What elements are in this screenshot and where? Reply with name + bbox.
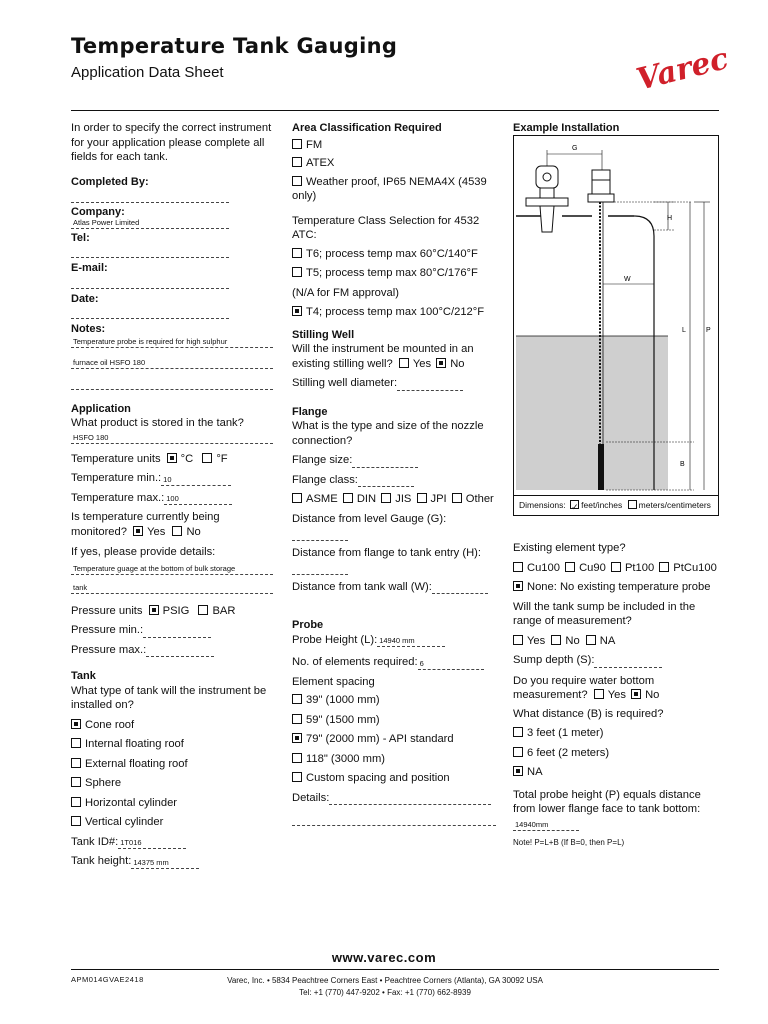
b-label: B — [680, 461, 685, 468]
bar-label: BAR — [212, 604, 236, 617]
temp-min-field[interactable]: 10 — [161, 475, 231, 486]
spacing-label: 39" (1000 mm) — [306, 694, 380, 706]
weatherproof-checkbox[interactable] — [292, 176, 302, 186]
installation-diagram-svg — [514, 136, 718, 515]
tank-type-label: Sphere — [85, 777, 122, 789]
product-question: What product is stored in the tank? — [71, 417, 244, 429]
notes-label: Notes: — [71, 323, 106, 335]
spacing-item[interactable] — [292, 713, 500, 733]
details-line-2[interactable] — [292, 815, 496, 826]
spacing-label: Custom spacing and position — [306, 772, 450, 784]
t6-label: T6; process temp max 60°C/140°F — [306, 247, 478, 260]
jis-checkbox[interactable] — [381, 493, 391, 503]
t4-label: T4; process temp max 100°C/212°F — [306, 306, 485, 318]
flange-size-label: Flange size: — [292, 454, 353, 466]
celsius-checkbox[interactable] — [167, 453, 177, 463]
tank-type-item[interactable] — [71, 776, 281, 796]
date-field[interactable] — [71, 308, 229, 319]
water-question: Do you require water bottom measurement? — [513, 674, 655, 701]
stilling-dia-label: Stilling well diameter: — [292, 377, 398, 389]
sump-yes-label: Yes — [527, 634, 546, 647]
column-right-lower — [513, 541, 723, 851]
dimensions-label: Dimensions: — [519, 500, 566, 510]
fahrenheit-checkbox[interactable] — [202, 453, 212, 463]
details-line-2[interactable]: tank — [71, 583, 273, 594]
dist-w-label: Distance from tank wall (W): — [292, 580, 432, 593]
dist-g-label: Distance from level Gauge (G): — [292, 512, 447, 525]
water-yes-checkbox[interactable] — [594, 689, 604, 699]
elements-label: No. of elements required: — [292, 656, 418, 668]
stilling-yes-label: Yes — [412, 357, 432, 370]
page-title: Temperature Tank Gauging — [71, 34, 398, 58]
liquid-fill — [516, 336, 652, 490]
psig-label: PSIG — [162, 604, 190, 617]
t6-checkbox[interactable] — [292, 248, 302, 258]
psig-checkbox[interactable] — [149, 605, 159, 615]
tank-type-list — [71, 718, 281, 835]
fm-label: FM — [306, 138, 323, 151]
stilling-question: Will the instrument be mounted in an existing stilling well? — [292, 343, 474, 370]
temp-units-label: Temperature units — [71, 452, 161, 465]
b-option[interactable] — [513, 726, 723, 746]
pressure-max-label: Pressure max.: — [71, 643, 147, 656]
footer-divider — [71, 969, 719, 970]
spacing-item[interactable] — [292, 693, 500, 713]
b-option[interactable] — [513, 746, 723, 766]
tank-type-checkbox[interactable] — [71, 777, 81, 787]
tank-type-label: Cone roof — [85, 718, 135, 731]
meters-checkbox[interactable] — [628, 500, 637, 509]
asme-checkbox[interactable] — [292, 493, 302, 503]
tank-type-label: Vertical cylinder — [85, 816, 164, 828]
cu90-checkbox[interactable] — [565, 562, 575, 572]
intro-text: In order to specify the correct instrument for your application please complete all fields for each tank. — [71, 122, 272, 163]
pressure-min-field[interactable] — [143, 637, 211, 638]
celsius-label: °C — [180, 452, 194, 465]
monitored-no-label: No — [186, 525, 201, 538]
footer-phone: Tel: +1 (770) 447-9202 • Fax: +1 (770) 662-8939 — [299, 988, 471, 997]
tank-type-label: External floating roof — [85, 757, 188, 770]
water-yes-label: Yes — [607, 689, 626, 701]
asme-label: ASME — [306, 493, 338, 505]
existing-question: Existing element type? — [513, 542, 626, 554]
temp-min-label: Temperature min.: — [71, 472, 162, 484]
tank-type-checkbox[interactable] — [71, 797, 81, 807]
other-checkbox[interactable] — [452, 493, 462, 503]
weatherproof-label: Weather proof, IP65 NEMA4X (4539 only) — [292, 175, 487, 202]
tank-type-label: Internal floating roof — [85, 738, 184, 750]
spacing-checkbox[interactable] — [292, 714, 302, 724]
b-option-label: 3 feet (1 meter) — [527, 727, 604, 739]
total-height-field[interactable]: 14940mm — [513, 820, 579, 831]
flange-size-field[interactable] — [352, 467, 418, 468]
spacing-checkbox[interactable] — [292, 753, 302, 763]
flange-class-label: Flange class: — [292, 473, 358, 486]
spacing-checkbox[interactable] — [292, 733, 302, 743]
tank-type-item[interactable] — [71, 718, 281, 738]
b-option-checkbox[interactable] — [513, 766, 523, 776]
spacing-item[interactable] — [292, 752, 500, 772]
water-no-label: No — [645, 689, 660, 701]
email-field[interactable] — [71, 278, 229, 289]
fahrenheit-label: °F — [216, 452, 228, 465]
distance-question: What distance (B) is required? — [513, 707, 664, 720]
sump-depth-label: Sump depth (S): — [513, 654, 595, 666]
spacing-label: 79" (2000 mm) - API standard — [306, 733, 454, 745]
sump-na-label: NA — [599, 634, 616, 647]
spacing-list — [292, 693, 500, 791]
column-left — [71, 121, 281, 869]
details-line-1[interactable]: Temperature guage at the bottom of bulk storage — [71, 564, 273, 575]
column-right — [513, 121, 723, 136]
tank-id-field[interactable]: 1T016 — [118, 838, 186, 849]
tank-type-checkbox[interactable] — [71, 719, 81, 729]
product-field[interactable]: HSFO 180 — [71, 433, 273, 444]
element-type-row — [513, 561, 723, 576]
details-field[interactable] — [329, 804, 491, 805]
monitored-question: Is temperature currently being monitored? — [71, 511, 220, 538]
flange-class-field[interactable] — [358, 486, 414, 487]
spacing-item[interactable] — [292, 771, 500, 791]
column-middle — [292, 121, 500, 826]
header-divider — [71, 110, 719, 111]
sump-question: Will the tank sump be included in the range of measurement? — [513, 600, 696, 627]
monitored-no-checkbox[interactable] — [172, 526, 182, 536]
sump-no-checkbox[interactable] — [551, 635, 561, 645]
atex-label: ATEX — [306, 157, 335, 169]
notes-line-3[interactable] — [71, 379, 273, 390]
temp-units-row — [71, 452, 281, 467]
dist-g-field[interactable] — [292, 540, 348, 541]
monitored-yes-checkbox[interactable] — [133, 526, 143, 536]
elements-field[interactable]: 6 — [418, 659, 484, 670]
dist-w-field[interactable] — [432, 593, 488, 594]
sump-no-label: No — [565, 634, 580, 647]
flange-question: What is the type and size of the nozzle connection? — [292, 420, 484, 447]
stilling-yes-checkbox[interactable] — [399, 358, 409, 368]
ptcu100-checkbox[interactable] — [659, 562, 669, 572]
stilling-dia-field[interactable] — [397, 390, 463, 391]
none-checkbox[interactable] — [513, 581, 523, 591]
tel-label: Tel: — [71, 231, 90, 244]
tank-type-checkbox[interactable] — [71, 758, 81, 768]
pt100-label: Pt100 — [624, 561, 655, 574]
application-heading: Application — [71, 402, 131, 415]
sump-yes-checkbox[interactable] — [513, 635, 523, 645]
din-label: DIN — [356, 493, 377, 505]
feet-label: feet/inches — [581, 500, 623, 510]
cu100-checkbox[interactable] — [513, 562, 523, 572]
flange-heading: Flange — [292, 405, 328, 418]
tank-id-label: Tank ID#: — [71, 835, 119, 848]
completed-by-label: Completed By: — [71, 175, 149, 188]
tank-type-item[interactable] — [71, 737, 281, 757]
ptcu100-label: PtCu100 — [673, 561, 717, 574]
sump-depth-field[interactable] — [594, 667, 662, 668]
pressure-max-field[interactable] — [146, 656, 214, 657]
t5-checkbox[interactable] — [292, 267, 302, 277]
spacing-item[interactable] — [292, 732, 500, 752]
temp-max-field[interactable]: 100 — [164, 494, 232, 505]
water-no-checkbox[interactable] — [631, 689, 641, 699]
fm-checkbox[interactable] — [292, 139, 302, 149]
total-height-label: Total probe height (P) equals distance from lower flange face to tank bottom: — [513, 788, 701, 815]
page-subtitle: Application Data Sheet — [71, 64, 224, 81]
b-option-label: 6 feet (2 meters) — [527, 746, 610, 759]
b-option-checkbox[interactable] — [513, 747, 523, 757]
installation-diagram — [513, 135, 719, 516]
dist-h-field[interactable] — [292, 574, 348, 575]
website-url[interactable]: www.varec.com — [331, 950, 437, 965]
atex-checkbox[interactable] — [292, 157, 302, 167]
spacing-label: Element spacing — [292, 675, 375, 688]
tank-type-checkbox[interactable] — [71, 816, 81, 826]
temp-class-label: Temperature Class Selection for 4532 ATC: — [292, 214, 480, 241]
details-label: Details: — [292, 791, 330, 804]
cu90-label: Cu90 — [579, 561, 606, 574]
g-label: G — [572, 145, 578, 152]
w-label: W — [624, 276, 631, 283]
h-label: H — [667, 215, 673, 222]
l-label: L — [682, 327, 686, 334]
tank-height-label: Tank height: — [71, 855, 132, 867]
spacing-checkbox[interactable] — [292, 694, 302, 704]
tank-type-label: Horizontal cylinder — [85, 796, 178, 809]
pressure-min-label: Pressure min.: — [71, 624, 144, 636]
tank-type-item[interactable] — [71, 815, 281, 835]
b-option-checkbox[interactable] — [513, 727, 523, 737]
pt100-checkbox[interactable] — [611, 562, 621, 572]
jis-label: JIS — [395, 493, 412, 505]
tank-question: What type of tank will the instrument be installed on? — [71, 684, 267, 711]
company-label: Company: — [71, 206, 125, 218]
probe-height-field[interactable]: 14940 mm — [377, 636, 445, 647]
other-label: Other — [465, 493, 494, 505]
t5-label: T5; process temp max 80°C/176°F — [306, 267, 478, 279]
flange-type-row — [292, 492, 500, 507]
cu100-label: Cu100 — [527, 561, 560, 574]
stilling-no-label: No — [450, 357, 465, 370]
formula-note: Note! P=L+B (If B=0, then P=L) — [513, 838, 625, 847]
details-question: If yes, please provide details: — [71, 546, 216, 558]
notes-line-2[interactable]: furnace oil HSFO 180 — [71, 358, 273, 369]
email-label: E-mail: — [71, 262, 108, 274]
tank-type-item[interactable] — [71, 757, 281, 777]
company-field[interactable]: Atlas Power Limited — [71, 218, 229, 229]
jpi-label: JPI — [430, 493, 447, 505]
footer-address: Varec, Inc. • 5834 Peachtree Corners East • Peachtree Corners (Atlanta), GA 30092 USA — [227, 976, 543, 985]
completed-by-field[interactable] — [71, 192, 229, 203]
monitored-yes-label: Yes — [147, 525, 166, 538]
spacing-label: 59" (1500 mm) — [306, 713, 380, 726]
feet-checkbox[interactable] — [570, 500, 579, 509]
tank-type-checkbox[interactable] — [71, 738, 81, 748]
sump-na-checkbox[interactable] — [586, 635, 596, 645]
din-checkbox[interactable] — [343, 493, 353, 503]
b-option[interactable] — [513, 765, 723, 785]
tank-type-item[interactable] — [71, 796, 281, 816]
document-code: APM014GVAE2418 — [71, 975, 144, 984]
probe-height-label: Probe Height (L): — [292, 633, 378, 646]
none-label: None: No existing temperature probe — [527, 581, 711, 593]
stilling-heading: Stilling Well — [292, 328, 355, 341]
tel-field[interactable] — [71, 247, 229, 258]
example-heading: Example Installation — [513, 122, 620, 134]
b-option-label: NA — [527, 766, 543, 778]
dimensions-legend — [514, 495, 718, 515]
probe-heading: Probe — [292, 619, 324, 631]
bar-checkbox[interactable] — [198, 605, 208, 615]
pressure-units-label: Pressure units — [71, 604, 143, 617]
tank-heading: Tank — [71, 670, 96, 682]
meters-label: meters/centimeters — [638, 500, 711, 510]
b-distance-list — [513, 726, 723, 785]
p-label: P — [706, 327, 711, 334]
date-label: Date: — [71, 292, 99, 305]
spacing-checkbox[interactable] — [292, 772, 302, 782]
na-fm-note: (N/A for FM approval) — [292, 286, 399, 299]
t4-checkbox[interactable] — [292, 306, 302, 316]
dist-h-label: Distance from flange to tank entry (H): — [292, 546, 482, 559]
notes-line-1[interactable]: Temperature probe is required for high sulphur — [71, 337, 273, 348]
area-heading: Area Classification Required — [292, 122, 442, 134]
temp-max-label: Temperature max.: — [71, 491, 165, 504]
varec-logo: Varec — [633, 41, 732, 98]
spacing-label: 118" (3000 mm) — [306, 752, 385, 765]
stilling-no-checkbox[interactable] — [436, 358, 446, 368]
jpi-checkbox[interactable] — [417, 493, 427, 503]
tank-height-field[interactable]: 14375 mm — [131, 858, 199, 869]
